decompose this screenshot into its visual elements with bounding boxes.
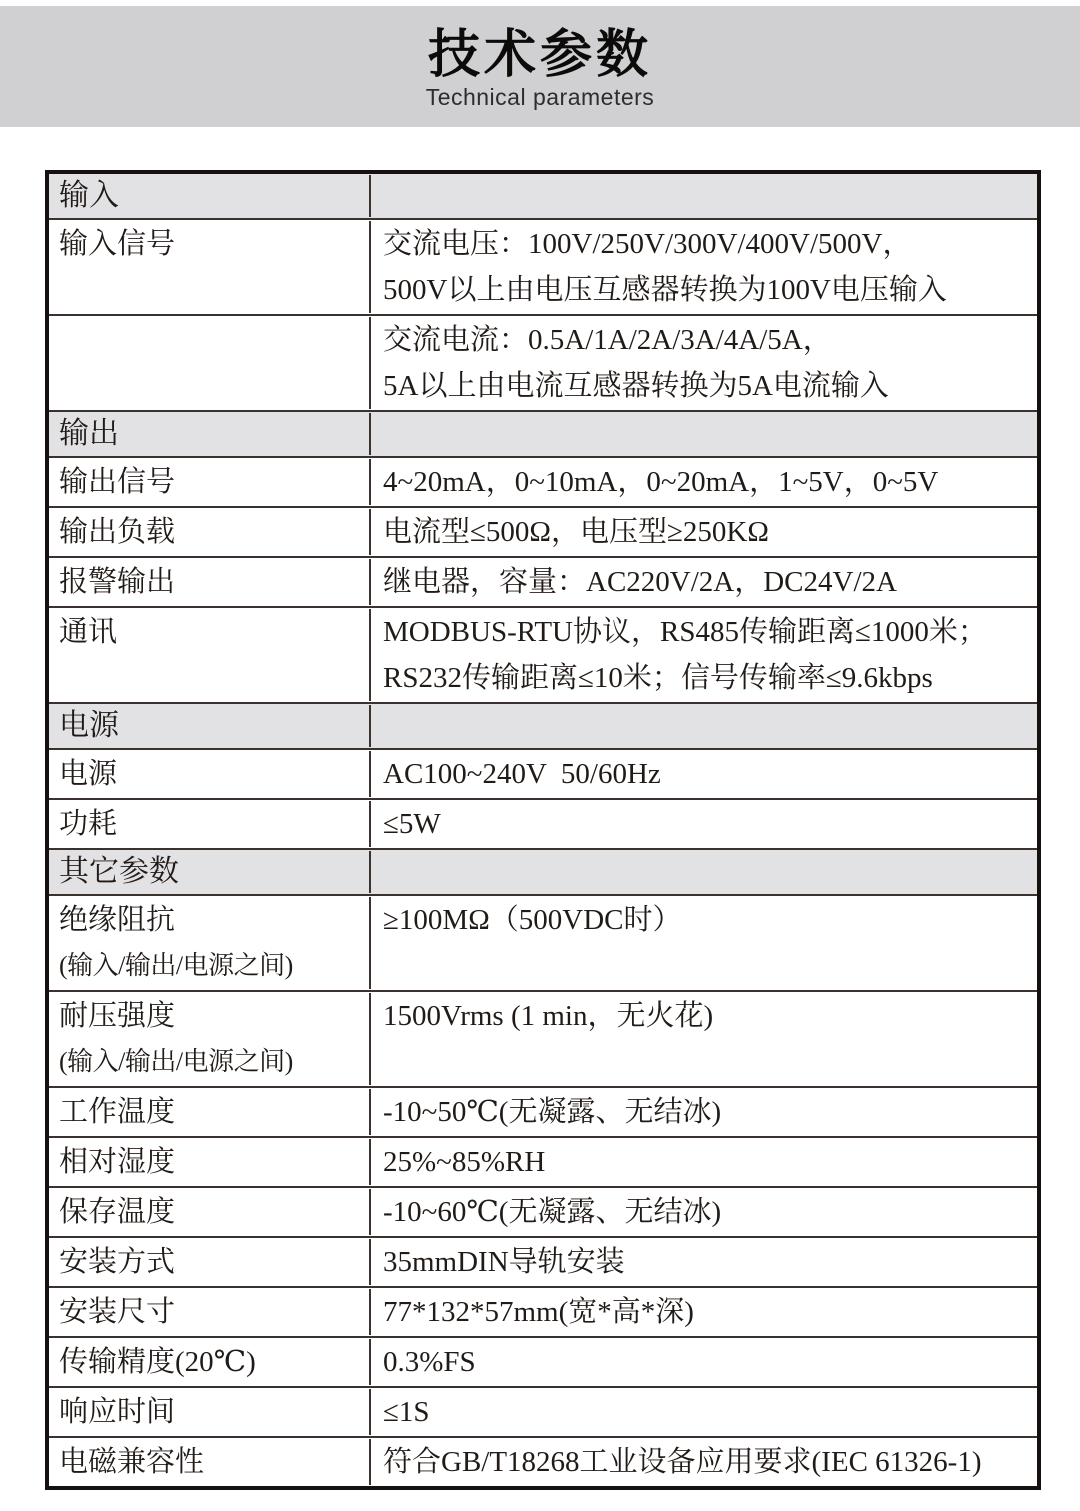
param-value-text: ≤5W: [383, 808, 441, 840]
param-name-cell: [49, 751, 371, 797]
param-value-text: 77*132*57mm(宽*高*深): [383, 1296, 694, 1328]
param-name-text: 电磁兼容性: [59, 1446, 205, 1478]
param-name-cell: [49, 1089, 371, 1135]
param-value-text: 35mmDIN导轨安装: [383, 1246, 625, 1278]
spec-row: [49, 894, 1037, 990]
param-name-text: 工作温度: [59, 1096, 176, 1128]
param-value-text: 500V以上由电压互感器转换为100V电压输入: [383, 274, 947, 306]
section-row: [49, 410, 1037, 456]
spec-row: [49, 506, 1037, 556]
spec-row: [49, 1236, 1037, 1286]
spec-row: [49, 606, 1037, 702]
param-value-cell: [371, 851, 1037, 893]
param-name-text: 传输精度(20℃): [59, 1346, 256, 1378]
param-value-cell: [371, 897, 1037, 989]
spec-row: [49, 748, 1037, 798]
param-value-text: 0.3%FS: [383, 1346, 476, 1378]
param-value-text: 继电器，容量：AC220V/2A，DC24V/2A: [383, 566, 897, 598]
param-value-text: 电流型≤500Ω，电压型≥250KΩ: [383, 516, 769, 548]
param-name-cell: [49, 1239, 371, 1285]
param-value-cell: [371, 751, 1037, 797]
param-name-text: 通讯: [59, 616, 118, 648]
param-name-text: 响应时间: [59, 1396, 176, 1428]
param-name-cell: [49, 459, 371, 505]
param-name-text: 安装尺寸: [59, 1296, 176, 1328]
param-value-cell: [371, 609, 1037, 701]
param-name-cell: [49, 413, 371, 455]
param-value-cell: [371, 459, 1037, 505]
param-name-cell: [49, 317, 371, 409]
spec-row: [49, 1336, 1037, 1386]
param-value-text: MODBUS-RTU协议，RS485传输距离≤1000米；: [383, 616, 987, 648]
param-name-cell: [49, 1439, 371, 1485]
param-name-text: 输出: [59, 417, 119, 450]
param-name-cell: [49, 1389, 371, 1435]
param-value-cell: [371, 1389, 1037, 1435]
param-name-text: 电源: [59, 758, 118, 790]
param-value-text: 25%~85%RH: [383, 1146, 546, 1178]
param-value-text: RS232传输距离≤10米；信号传输率≤9.6kbps: [383, 662, 933, 694]
param-value-text: 4~20mA，0~10mA，0~20mA，1~5V，0~5V: [383, 466, 939, 498]
page-title: 技术参数: [427, 26, 652, 84]
spec-row: [49, 314, 1037, 410]
param-value-cell: [371, 1239, 1037, 1285]
param-value-text: -10~60℃(无凝露、无结冰): [383, 1196, 722, 1228]
param-name-text: 输出负载: [59, 516, 176, 548]
param-name-cell: [49, 1339, 371, 1385]
param-value-cell: [371, 1089, 1037, 1135]
spec-row: [49, 1436, 1037, 1486]
spec-row: [49, 1186, 1037, 1236]
param-value-text: 符合GB/T18268工业设备应用要求(IEC 61326-1): [383, 1446, 982, 1478]
spec-row: [49, 556, 1037, 606]
param-value-cell: [371, 993, 1037, 1085]
param-name-cell: [49, 221, 371, 313]
param-name-cell: [49, 851, 371, 893]
param-name-text: 输入信号: [59, 228, 176, 260]
spec-row: [49, 1386, 1037, 1436]
section-row: [49, 174, 1037, 218]
param-value-cell: [371, 1289, 1037, 1335]
param-value-cell: [371, 509, 1037, 555]
param-name-text: 绝缘阻抗: [59, 904, 176, 936]
param-name-text: 其它参数: [59, 855, 179, 888]
spec-row: [49, 1286, 1037, 1336]
param-name-text: 电源: [59, 709, 119, 742]
param-name-cell: [49, 175, 371, 217]
param-value-cell: [371, 175, 1037, 217]
spec-row: [49, 990, 1037, 1086]
param-name-text: 功耗: [59, 808, 118, 840]
page-subtitle: Technical parameters: [425, 84, 655, 110]
param-value-text: ≥100MΩ（500VDC时）: [383, 904, 682, 936]
header-band: [0, 6, 1080, 127]
param-value-text: 5A以上由电流互感器转换为5A电流输入: [383, 370, 889, 402]
spec-table: [45, 170, 1041, 1490]
param-value-cell: [371, 413, 1037, 455]
param-value-text: 交流电压：100V/250V/300V/400V/500V，: [383, 228, 912, 260]
param-name-cell: [49, 801, 371, 847]
spec-row: [49, 456, 1037, 506]
param-value-cell: [371, 1189, 1037, 1235]
param-name-cell: [49, 559, 371, 605]
param-name-text: 保存温度: [59, 1196, 176, 1228]
param-name-text: 输出信号: [59, 466, 176, 498]
param-value-cell: [371, 1139, 1037, 1185]
param-value-cell: [371, 1339, 1037, 1385]
param-value-text: 交流电流：0.5A/1A/2A/3A/4A/5A，: [383, 324, 832, 356]
param-name-cell: [49, 705, 371, 747]
param-value-text: 1500Vrms (1 min，无火花): [383, 1000, 714, 1032]
param-name-text: 输入: [59, 179, 119, 212]
spec-row: [49, 1136, 1037, 1186]
param-value-text: AC100~240V 50/60Hz: [383, 758, 661, 790]
spec-row: [49, 1086, 1037, 1136]
param-name-text: (输入/输出/电源之间): [59, 1047, 293, 1076]
param-value-text: ≤1S: [383, 1396, 430, 1428]
param-name-cell: [49, 1189, 371, 1235]
param-name-cell: [49, 897, 371, 989]
param-value-cell: [371, 221, 1037, 313]
param-value-cell: [371, 317, 1037, 409]
param-value-cell: [371, 1439, 1037, 1485]
param-value-cell: [371, 705, 1037, 747]
param-name-text: 耐压强度: [59, 1000, 176, 1032]
param-name-text: 报警输出: [59, 566, 176, 598]
param-name-cell: [49, 993, 371, 1085]
param-name-cell: [49, 509, 371, 555]
param-name-cell: [49, 609, 371, 701]
param-name-text: (输入/输出/电源之间): [59, 951, 293, 980]
param-value-cell: [371, 801, 1037, 847]
param-name-cell: [49, 1139, 371, 1185]
param-value-cell: [371, 559, 1037, 605]
param-name-text: 相对湿度: [59, 1146, 176, 1178]
param-value-text: -10~50℃(无凝露、无结冰): [383, 1096, 722, 1128]
section-row: [49, 848, 1037, 894]
section-row: [49, 702, 1037, 748]
param-name-text: 安装方式: [59, 1246, 176, 1278]
spec-row: [49, 218, 1037, 314]
spec-row: [49, 798, 1037, 848]
param-name-cell: [49, 1289, 371, 1335]
